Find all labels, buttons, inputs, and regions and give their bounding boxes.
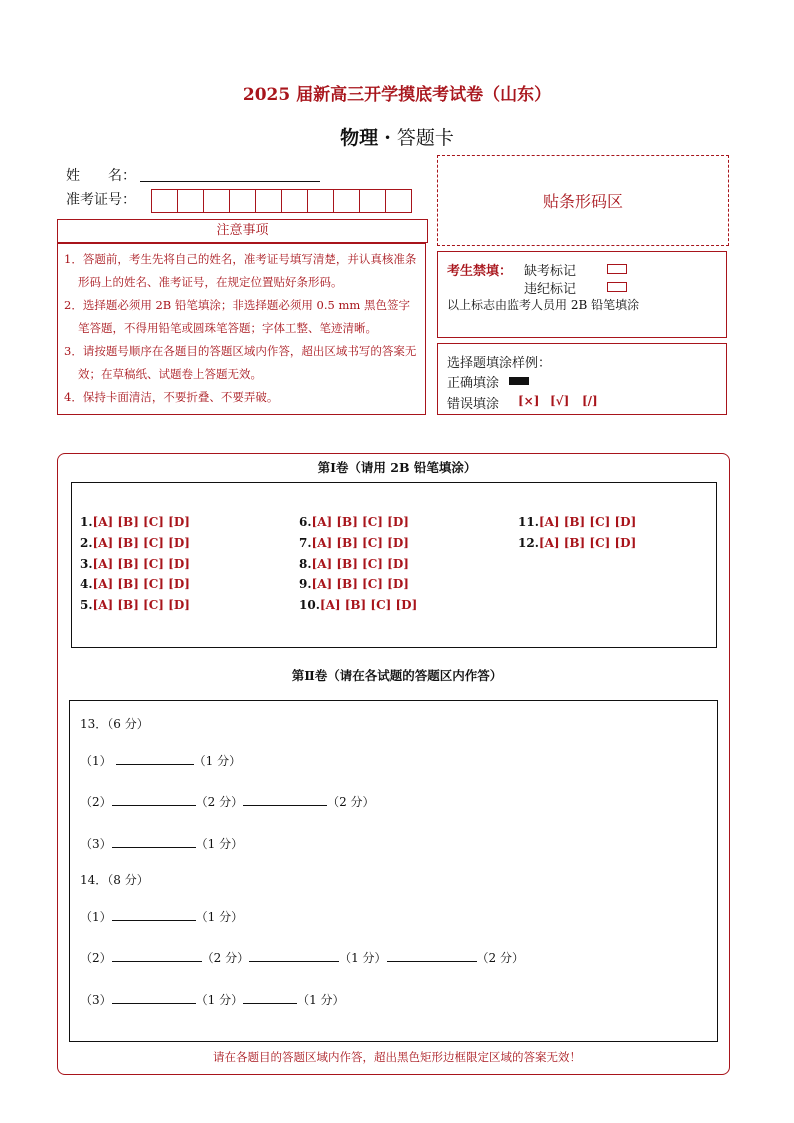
q13-p3-score: （1 分） <box>195 837 244 851</box>
answer-blank[interactable] <box>112 835 196 848</box>
mc-number: 8. <box>299 557 312 571</box>
wrong-mark-slash: [/] <box>582 394 598 408</box>
mc-number: 11. <box>518 515 539 529</box>
q13-p1-label: （1） <box>80 754 112 768</box>
mc-number: 5. <box>80 598 93 612</box>
exam-id-boxes[interactable] <box>151 189 412 213</box>
missing-mark-box[interactable] <box>607 264 627 274</box>
q13-part3 <box>80 835 243 852</box>
part1-title: 第Ⅰ卷（请用 2B 铅笔填涂） <box>317 460 477 475</box>
mc-question[interactable] <box>80 557 190 571</box>
q13-p3-label: （3） <box>80 837 112 851</box>
q14-p2-score2: （1 分） <box>339 951 387 965</box>
mc-question[interactable] <box>80 598 190 612</box>
q14-part3 <box>80 991 345 1008</box>
answer-blank[interactable] <box>387 949 477 962</box>
id-digit-box[interactable] <box>308 190 334 212</box>
footer-warning: 请在各题目的答题区域内作答，超出黑色矩形边框限定区域的答案无效！ <box>213 1050 581 1064</box>
mc-number: 4. <box>80 577 93 591</box>
mc-options[interactable]: [A] [B] [C] [D] <box>92 577 190 591</box>
q13-p2-score2: （2 分） <box>327 795 375 809</box>
mc-options[interactable]: [A] [B] [C] [D] <box>92 598 190 612</box>
mc-options[interactable]: [A] [B] [C] [D] <box>92 536 190 550</box>
q13-title: 13．（6 分） <box>80 717 149 731</box>
mc-number: 7. <box>299 536 312 550</box>
q14-part1 <box>80 908 243 925</box>
correct-fill-label: 正确填涂 <box>447 376 500 391</box>
exam-title: 2025 届新高三开学摸底考试卷（山东） <box>242 85 552 105</box>
mc-options[interactable]: [A] [B] [C] [D] <box>92 557 190 571</box>
q13-part1 <box>80 752 241 769</box>
answer-blank[interactable] <box>116 752 194 765</box>
wrong-fill-label: 错误填涂 <box>447 397 500 412</box>
mc-options[interactable]: [A] [B] [C] [D] <box>92 515 190 529</box>
fill-sample-heading: 选择题填涂样例： <box>447 356 552 371</box>
q14-p3-score1: （1 分） <box>195 993 244 1007</box>
mc-question[interactable] <box>299 536 409 550</box>
q14-part2 <box>80 949 524 966</box>
q14-p2-score1: （2 分） <box>201 951 250 965</box>
violation-mark-label: 违纪标记 <box>524 282 577 297</box>
answer-blank[interactable] <box>112 793 196 806</box>
exam-forbid-box <box>437 251 727 338</box>
notice-item: 3．请按题号顺序在各题目的答题区域内作答，超出区域书写的答案无效；在草稿纸、试题卷上答题无效。 <box>64 344 417 381</box>
id-digit-box[interactable] <box>386 190 411 212</box>
q14-p1-label: （1） <box>80 910 112 924</box>
q14-p2-score3: （2 分） <box>476 951 524 965</box>
mc-question[interactable] <box>80 577 190 591</box>
subtitle-separator: · <box>384 127 391 149</box>
answer-blank[interactable] <box>112 991 196 1004</box>
mc-options[interactable]: [A] [B] [C] [D] <box>319 598 418 612</box>
answer-blank[interactable] <box>249 949 339 962</box>
notice-item: 1．答题前，考生先将自己的姓名，准考证号填写清楚，并认真核准条形码上的姓名、准考证号，在规定位置贴好条形码。 <box>64 252 417 289</box>
barcode-area-label: 贴条形码区 <box>542 192 623 211</box>
forbid-note: 以上标志由监考人员用 2B 铅笔填涂 <box>447 298 640 312</box>
mc-question[interactable] <box>518 515 636 529</box>
mc-options[interactable]: [A] [B] [C] [D] <box>311 577 409 591</box>
id-digit-box[interactable] <box>256 190 282 212</box>
subject-name: 物理 <box>340 127 379 149</box>
id-digit-box[interactable] <box>230 190 256 212</box>
mc-question[interactable] <box>299 598 417 612</box>
mc-question[interactable] <box>299 515 409 529</box>
notice-body <box>57 243 426 415</box>
q14-p1-score: （1 分） <box>195 910 244 924</box>
answer-blank[interactable] <box>112 949 202 962</box>
mc-number: 2. <box>80 536 93 550</box>
mc-options[interactable]: [A] [B] [C] [D] <box>538 536 637 550</box>
name-label: 姓 名： <box>66 168 136 184</box>
wrong-mark-cross: [×] <box>518 394 540 408</box>
answer-blank[interactable] <box>112 908 196 921</box>
q13-p2-label: （2） <box>80 795 112 809</box>
mc-number: 1. <box>80 515 93 529</box>
notice-heading: 注意事项 <box>57 219 428 243</box>
mc-options[interactable]: [A] [B] [C] [D] <box>311 536 409 550</box>
id-digit-box[interactable] <box>282 190 308 212</box>
forbid-label: 考生禁填： <box>447 264 513 279</box>
id-digit-box[interactable] <box>178 190 204 212</box>
fill-sample-box <box>437 343 727 415</box>
q13-part2 <box>80 793 375 810</box>
mc-question[interactable] <box>80 515 190 529</box>
exam-id-label: 准考证号： <box>66 192 136 208</box>
id-digit-box[interactable] <box>360 190 386 212</box>
mc-options[interactable]: [A] [B] [C] [D] <box>538 515 637 529</box>
wrong-mark-check: [√] <box>550 394 570 408</box>
correct-fill-sample <box>509 377 529 385</box>
answer-blank[interactable] <box>243 991 297 1004</box>
notice-item: 4．保持卡面清洁，不要折叠、不要弄破。 <box>64 390 279 404</box>
name-input-line[interactable] <box>140 181 320 182</box>
mc-question[interactable] <box>299 557 409 571</box>
q14-p3-score2: （1 分） <box>297 993 345 1007</box>
mc-number: 6. <box>299 515 312 529</box>
answer-sheet-subtitle <box>0 123 794 150</box>
mc-number: 9. <box>299 577 312 591</box>
notice-item: 2．选择题必须用 2B 铅笔填涂；非选择题必须用 0.5 mm 黑色签字笔答题，不得用铅笔或圆珠笔答题；字体工整、笔迹清晰。 <box>64 298 410 335</box>
barcode-area <box>437 155 729 246</box>
q13-p2-score1: （2 分） <box>195 795 244 809</box>
mc-question[interactable] <box>518 536 636 550</box>
part2-title: 第Ⅱ卷（请在各试题的答题区内作答） <box>291 668 503 683</box>
id-digit-box[interactable] <box>152 190 178 212</box>
q13-p1-score: （1 分） <box>193 754 242 768</box>
id-digit-box[interactable] <box>204 190 230 212</box>
mc-question[interactable] <box>299 577 409 591</box>
mc-question[interactable] <box>80 536 190 550</box>
q14-p2-label: （2） <box>80 951 112 965</box>
missing-mark-label: 缺考标记 <box>524 264 577 279</box>
q14-title: 14．（8 分） <box>80 873 149 887</box>
answer-blank[interactable] <box>243 793 327 806</box>
id-digit-box[interactable] <box>334 190 360 212</box>
subtitle-rest: 答题卡 <box>396 127 454 149</box>
mc-number: 3. <box>80 557 93 571</box>
mc-number: 12. <box>518 536 539 550</box>
mc-options[interactable]: [A] [B] [C] [D] <box>311 557 409 571</box>
mc-number: 10. <box>299 598 320 612</box>
mc-options[interactable]: [A] [B] [C] [D] <box>311 515 409 529</box>
q14-p3-label: （3） <box>80 993 112 1007</box>
violation-mark-box[interactable] <box>607 282 627 292</box>
